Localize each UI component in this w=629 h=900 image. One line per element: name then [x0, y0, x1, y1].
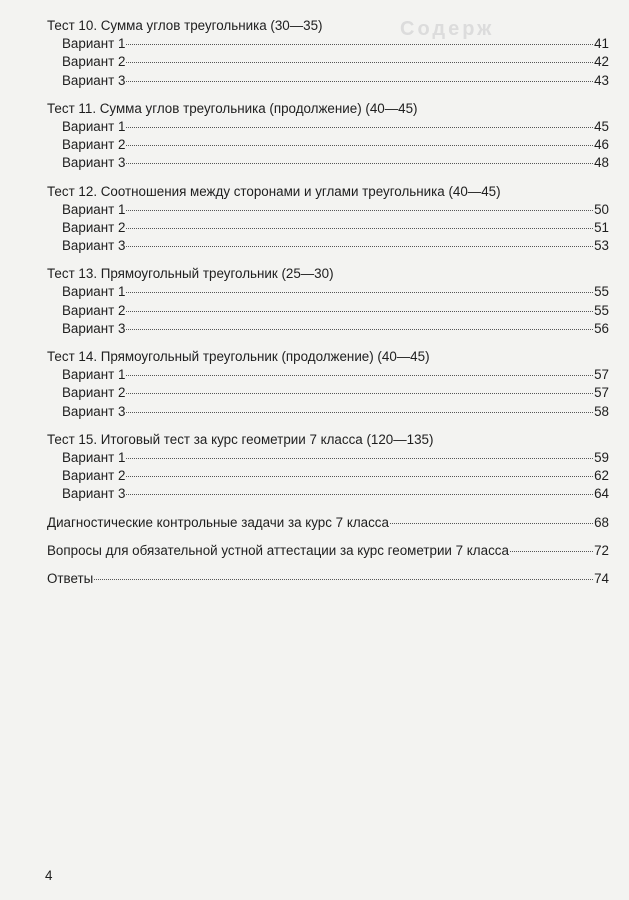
page-ref: 43	[594, 72, 609, 88]
toc-section	[47, 100, 609, 173]
toc-section	[47, 17, 609, 90]
variant-label: Вариант 1	[62, 36, 126, 52]
dot-leader	[126, 62, 593, 63]
toc-entry	[47, 154, 609, 172]
variant-label: Вариант 3	[62, 320, 126, 336]
toc-entry	[47, 302, 609, 320]
table-of-contents	[47, 17, 609, 598]
dot-leader	[126, 81, 593, 82]
variant-label: Вариант 1	[62, 367, 126, 383]
variant-label: Вариант 2	[62, 137, 126, 153]
toc-section	[47, 265, 609, 338]
toc-entry	[47, 283, 609, 301]
page-ref: 42	[594, 54, 609, 70]
page-ref: 59	[594, 449, 609, 465]
toc-entry	[47, 118, 609, 136]
page-ref: 68	[594, 514, 609, 530]
variant-label: Вариант 1	[62, 118, 126, 134]
page-ref: 58	[594, 403, 609, 419]
toc-entry	[47, 35, 609, 53]
dot-leader	[126, 292, 593, 293]
dot-leader	[126, 145, 593, 146]
dot-leader	[126, 311, 593, 312]
toc-entry	[47, 72, 609, 90]
section-title: Тест 10. Сумма углов треугольника (30—35)	[47, 18, 323, 33]
page-ref: 48	[594, 155, 609, 171]
section-title-line	[47, 17, 609, 35]
toc-entry	[47, 53, 609, 71]
toc-entry-oral-questions	[47, 542, 609, 560]
page-ref: 57	[594, 367, 609, 383]
variant-label: Вариант 2	[62, 468, 126, 484]
dot-leader	[126, 458, 593, 459]
page-ref: 57	[594, 385, 609, 401]
variant-label: Вариант 2	[62, 302, 126, 318]
dot-leader	[126, 329, 593, 330]
variant-label: Вариант 3	[62, 486, 126, 502]
page-ref: 50	[594, 201, 609, 217]
page-ref: 64	[594, 486, 609, 502]
page-ref: 45	[594, 118, 609, 134]
variant-label: Вариант 1	[62, 201, 126, 217]
page-ref: 55	[594, 302, 609, 318]
dot-leader	[126, 228, 593, 229]
variant-label: Вариант 3	[62, 155, 126, 171]
dot-leader	[126, 44, 593, 45]
variant-label: Вариант 3	[62, 238, 126, 254]
page-ref: 56	[594, 320, 609, 336]
variant-label: Вариант 2	[62, 54, 126, 70]
toc-section	[47, 348, 609, 421]
variant-label: Вариант 3	[62, 72, 126, 88]
toc-entry-diagnostics	[47, 514, 609, 532]
toc-entry	[47, 449, 609, 467]
variant-label: Вариант 1	[62, 449, 126, 465]
toc-entry	[47, 320, 609, 338]
page-ref: 53	[594, 238, 609, 254]
section-title: Тест 15. Итоговый тест за курс геометрии 7 класса (120—135)	[47, 431, 434, 447]
variant-label: Вариант 2	[62, 219, 126, 235]
entry-label: Вопросы для обязательной устной аттестации за курс геометрии 7 класса	[47, 542, 509, 558]
page-ref: 55	[594, 284, 609, 300]
toc-entry	[47, 485, 609, 503]
toc-entry	[47, 384, 609, 402]
variant-label: Вариант 3	[62, 403, 126, 419]
toc-entry	[47, 467, 609, 485]
toc-entry-answers	[47, 570, 609, 588]
bleed-through-heading: Содерж	[400, 18, 495, 40]
dot-leader	[510, 551, 593, 552]
page-ref: 72	[594, 542, 609, 558]
toc-section	[47, 431, 609, 504]
dot-leader	[126, 412, 593, 413]
entry-label: Диагностические контрольные задачи за курс 7 класса	[47, 514, 389, 530]
dot-leader	[390, 523, 593, 524]
page-number: 4	[45, 868, 53, 883]
page-ref: 74	[594, 570, 609, 586]
toc-entry	[47, 201, 609, 219]
page-ref: 46	[594, 137, 609, 153]
dot-leader	[126, 476, 593, 477]
toc-entry	[47, 403, 609, 421]
dot-leader	[94, 579, 593, 580]
toc-entry	[47, 237, 609, 255]
section-title: Тест 13. Прямоугольный треугольник (25—30)	[47, 266, 334, 282]
dot-leader	[126, 163, 593, 164]
section-title-line	[47, 265, 609, 283]
variant-label: Вариант 1	[62, 284, 126, 300]
section-title-line	[47, 348, 609, 366]
dot-leader	[126, 494, 593, 495]
dot-leader	[126, 375, 593, 376]
toc-section	[47, 183, 609, 256]
toc-entry	[47, 366, 609, 384]
entry-label: Ответы	[47, 570, 94, 586]
page-ref: 41	[594, 36, 609, 52]
section-title: Тест 14. Прямоугольный треугольник (продолжение) (40—45)	[47, 349, 430, 364]
page-ref: 62	[594, 468, 609, 484]
dot-leader	[126, 246, 593, 247]
section-title: Тест 11. Сумма углов треугольника (продолжение) (40—45)	[47, 100, 418, 116]
toc-entry	[47, 219, 609, 237]
section-title-line	[47, 183, 609, 201]
variant-label: Вариант 2	[62, 385, 126, 401]
page-ref: 51	[594, 219, 609, 235]
dot-leader	[126, 210, 593, 211]
toc-entry	[47, 136, 609, 154]
section-title: Тест 12. Соотношения между сторонами и углами треугольника (40—45)	[47, 183, 501, 199]
section-title-line	[47, 100, 609, 118]
dot-leader	[126, 127, 593, 128]
dot-leader	[126, 393, 593, 394]
section-title-line	[47, 431, 609, 449]
